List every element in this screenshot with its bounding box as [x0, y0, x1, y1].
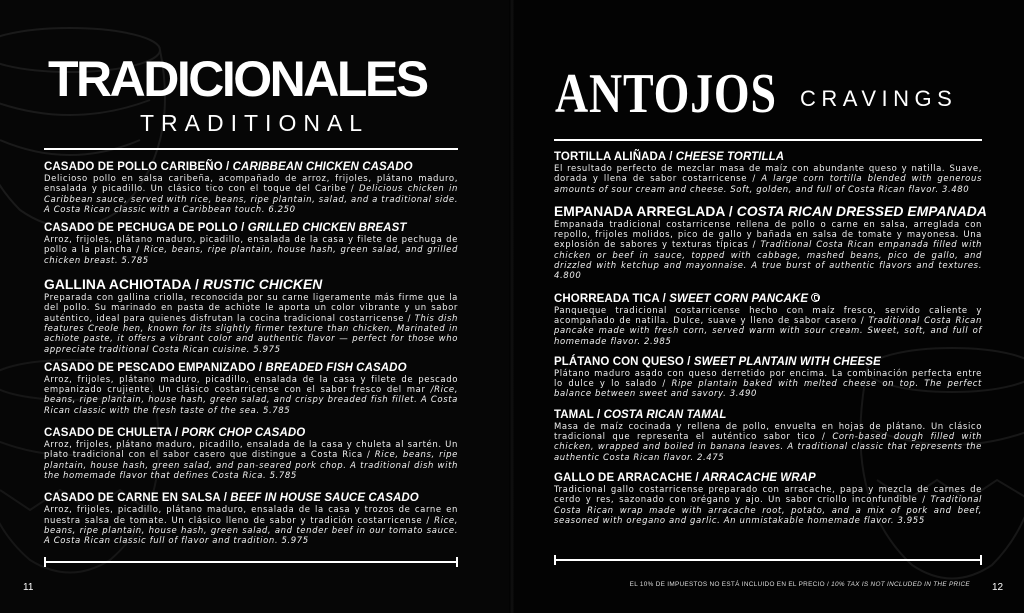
item-name-es: CASADO DE PECHUGA DE POLLO — [44, 222, 238, 235]
item-name-en: BEEF IN HOUSE SAUCE CASADO — [230, 492, 419, 505]
menu-item-title: TORTILLA ALIÑADA / CHEESE TORTILLA — [554, 151, 785, 163]
item-desc-en: /Rice, beans, ripe plantain, house hash, green salad, and crispy breaded fish fillet. A Costa Rican classic with the fresh taste of the sea. 5.785 — [44, 385, 458, 416]
menu-item — [554, 471, 982, 526]
item-name-en: RUSTIC CHICKEN — [202, 277, 323, 293]
tax-note-es: EL 10% DE IMPUESTOS NO ESTÁ INCLUIDO EN EL PRECIO / — [629, 581, 830, 588]
menu-item-title: EMPANADA ARREGLADA / COSTA RICAN DRESSED EMPANADA — [554, 203, 987, 219]
tax-note-en: 10% TAX IS NOT INCLUDED IN THE PRICE — [831, 581, 970, 588]
page-subtitle: TRADITIONAL — [140, 110, 370, 136]
item-name-en: CHEESE TORTILLA — [675, 151, 785, 163]
item-desc-en: Delicious chicken in Caribbean sauce, served with rice, beans, ripe plantain, salad, and a traditional side. A Costa Rican classic with a Caribbean touch. 6.250 — [44, 184, 458, 215]
item-name-es: EMPANADA ARREGLADA — [554, 203, 725, 219]
right-page — [512, 0, 1024, 613]
item-name-es: TORTILLA ALIÑADA — [554, 151, 666, 163]
bottom-divider — [554, 559, 982, 561]
menu-item-description — [44, 505, 458, 546]
item-name-es: CASADO DE CARNE EN SALSA — [44, 492, 221, 505]
bottom-divider — [44, 561, 458, 563]
menu-item — [554, 355, 982, 400]
item-name-es: PLÁTANO CON QUESO — [554, 355, 684, 368]
item-desc-es: Arroz, frijoles, picadillo, plátano maduro, ensalada de la casa y trozos de carne en nuestra salsa de tomate. Un clásico lleno de sabor y tradición costarricense / — [44, 505, 458, 526]
menu-item — [44, 276, 458, 355]
menu-item-description — [44, 293, 458, 355]
menu-item — [44, 491, 458, 546]
item-name-en: SWEET CORN PANCAKE — [669, 292, 809, 305]
menu-item-description — [44, 235, 458, 266]
menu-item-description — [554, 422, 982, 463]
page-title: ANTOJOS — [555, 63, 777, 125]
menu-item-description — [44, 375, 458, 416]
menu-item-title: PLÁTANO CON QUESO / SWEET PLANTAIN WITH CHEESE — [554, 355, 881, 368]
menu-item-title: CASADO DE CARNE EN SALSA / BEEF IN HOUSE SAUCE CASADO — [44, 492, 419, 505]
item-desc-en: Rice, beans, ripe plantain, house hash, green salad, and pan-seared pork chop. A traditional dish with the homemade flavor that defines Costa Rica. 5.785 — [44, 450, 458, 481]
title-divider — [554, 139, 982, 141]
item-desc-en: A large corn tortilla blended with generous amounts of sour cream and cheese. Soft, golden, and full of Costa Rican flavor. 3.480 — [554, 174, 982, 195]
item-name-en: COSTA RICAN TAMAL — [603, 408, 727, 421]
tax-note — [590, 581, 970, 588]
item-name-en: BREADED FISH CASADO — [265, 361, 407, 374]
menu-item-title: CHORREADA TICA / SWEET CORN PANCAKE — [554, 292, 982, 306]
item-desc-en: Rice, beans, ripe plantain, house hash, green salad, and grilled chicken breast. 5.785 — [44, 245, 458, 266]
menu-item-title: GALLINA ACHIOTADA / RUSTIC CHICKEN — [44, 277, 323, 293]
item-desc-en: Traditional Costa Rican pancake made with fresh corn, served warm with sour cream. Sweet, soft, and full of homemade flavor. 2.985 — [554, 315, 982, 347]
menu-item-list — [44, 160, 458, 552]
menu-item-title: TAMAL / COSTA RICAN TAMAL — [554, 408, 727, 421]
page-number: 12 — [992, 582, 1004, 593]
item-name-es: GALLINA ACHIOTADA — [44, 277, 192, 293]
item-name-en: GRILLED CHICKEN BREAST — [247, 222, 407, 235]
menu-item — [554, 150, 982, 195]
item-name-es: CHORREADA TICA — [554, 292, 660, 305]
page-gutter — [509, 0, 515, 613]
menu-item-description — [554, 164, 982, 195]
item-name-en: COSTA RICAN DRESSED EMPANADA — [736, 203, 987, 219]
item-desc-es: Arroz, frijoles, plátano maduro, picadillo, ensalada de la casa y filete de pechuga de pollo a la plancha / — [44, 235, 458, 256]
item-desc-en: Corn-based dough filled with chicken, wrapped and boiled in banana leaves. A traditional classic that represents the authentic Costa Rican flavor. 2.475 — [554, 432, 982, 463]
item-name-es: CASADO DE POLLO CARIBEÑO — [44, 161, 223, 173]
menu-item — [44, 160, 458, 215]
item-desc-es: Arroz, frijoles, plátano maduro, picadillo, ensalada de la casa y filete de pescado empanizado crujiente. Un clásico costarricense con el sabor fresco del mar — [44, 374, 458, 396]
item-desc-en: Rice, beans, ripe plantain, house hash, green salad, and tender beef in our tomato sauce. A Costa Rican classic full of flavor and tradition. 5.975 — [44, 515, 458, 547]
item-name-en: PORK CHOP CASADO — [181, 427, 306, 440]
menu-item — [44, 361, 458, 416]
page-subtitle: CRAVINGS — [800, 86, 958, 111]
menu-item-list — [554, 150, 987, 532]
page-number: 11 — [23, 582, 34, 593]
vegetarian-icon — [811, 293, 820, 302]
item-name-es: GALLO DE ARRACACHE — [554, 471, 693, 484]
item-desc-es: Empanada tradicional costarricense rellena de pollo o carne en salsa, arreglada con repollo, frijoles molidos, pico de gallo y bañada en salsa de tomate y mayonesa. Una explosión de sabores y texturas típicas / — [554, 219, 982, 251]
item-name-en: CARIBBEAN CHICKEN CASADO — [232, 161, 413, 173]
item-desc-en: Traditional Costa Rican wrap made with arracache root, potato, and a mix of pork and beef, seasoned with oregano and garlic. An unmistakable homemade flavor. 3.955 — [554, 495, 982, 526]
menu-item-description — [554, 485, 982, 526]
menu-item — [554, 408, 982, 463]
item-desc-es: Preparada con gallina criolla, reconocida por su carne ligeramente más firme que la del pollo. Su marinado en pasta de achiote le aporta un color vibrante y un sabor auténtico, ideal para quienes disfrutan la cocina tradicional costarricense / — [44, 293, 458, 324]
item-name-es: CASADO DE PESCADO EMPANIZADO — [44, 361, 256, 374]
item-desc-es: Panqueque tradicional costarricense hecho con maíz fresco, servido caliente y acompañado de natilla. Dulce, suave y lleno de sabor casero / — [554, 305, 982, 326]
menu-item-title: CASADO DE CHULETA / PORK CHOP CASADO — [44, 427, 306, 440]
item-desc-es: Masa de maíz cocinada y rellena de pollo, envuelta en hojas de plátano. Un clásico tradicional que representa el auténtico sabor tico / — [554, 421, 982, 443]
menu-item-description — [554, 306, 982, 347]
title-divider — [44, 148, 458, 150]
item-name-en: ARRACACHE WRAP — [701, 471, 816, 484]
menu-item — [44, 426, 458, 481]
menu-item — [554, 292, 982, 347]
menu-item-title: CASADO DE POLLO CARIBEÑO / CARIBBEAN CHICKEN CASADO — [44, 161, 413, 173]
page-title: TRADICIONALES — [48, 51, 427, 107]
menu-item-description — [44, 440, 458, 481]
item-desc-es: Plátano maduro asado con queso derretido por encima. La combinación perfecta entre lo dulce y lo salado / — [554, 368, 982, 390]
item-desc-en: This dish features Creole hen, known for its slightly firmer texture than chicken. Marinated in achiote paste, it offers a vibrant color and authentic flavor — perfect for those who appreciate traditional Costa Rican cuisine. 5.975 — [44, 313, 458, 355]
menu-item-description — [554, 220, 982, 282]
item-desc-es: El resultado perfecto de mezclar masa de maíz con abundante queso y natilla. Suave, dorada y llena de sabor costarricense / — [554, 164, 982, 185]
item-name-es: CASADO DE CHULETA — [44, 427, 172, 440]
menu-item — [44, 221, 458, 266]
item-desc-en: Traditional Costa Rican empanada filled with chicken or beef in sauce, topped with cabbage, mashed beans, pico de gallo, and drizzled with ketchup and mayonnaise. A true burst of authentic flavors and textures. 4.800 — [554, 240, 982, 282]
menu-item-description — [44, 174, 458, 215]
menu-item-description — [554, 369, 982, 400]
menu-item-title: CASADO DE PECHUGA DE POLLO / GRILLED CHICKEN BREAST — [44, 222, 407, 235]
item-name-es: TAMAL — [554, 408, 594, 421]
item-desc-es: Delicioso pollo en salsa caribeña, acompañado de arroz, frijoles, plátano maduro, ensalada y picadillo. Un clásico tico con el toque del Caribe / — [44, 174, 458, 195]
menu-item-title: GALLO DE ARRACACHE / ARRACACHE WRAP — [554, 471, 816, 484]
menu-item — [554, 203, 987, 282]
menu-item-title: CASADO DE PESCADO EMPANIZADO / BREADED FISH CASADO — [44, 361, 407, 374]
item-desc-en: Ripe plantain baked with melted cheese on top. The perfect balance between sweet and savory. 3.490 — [554, 379, 982, 400]
item-name-en: SWEET PLANTAIN WITH CHEESE — [693, 355, 881, 368]
item-desc-es: Tradicional gallo costarricense preparado con arracache, papa y mezcla de carnes de cerdo y res, sazonado con orégano y ajo. Un sabor criollo inconfundible / — [554, 484, 982, 506]
item-desc-es: Arroz, frijoles, plátano maduro, picadillo, ensalada de la casa y chuleta al sartén. Un plato tradicional con el sabor casero que distingue a Costa Rica / — [44, 440, 458, 461]
